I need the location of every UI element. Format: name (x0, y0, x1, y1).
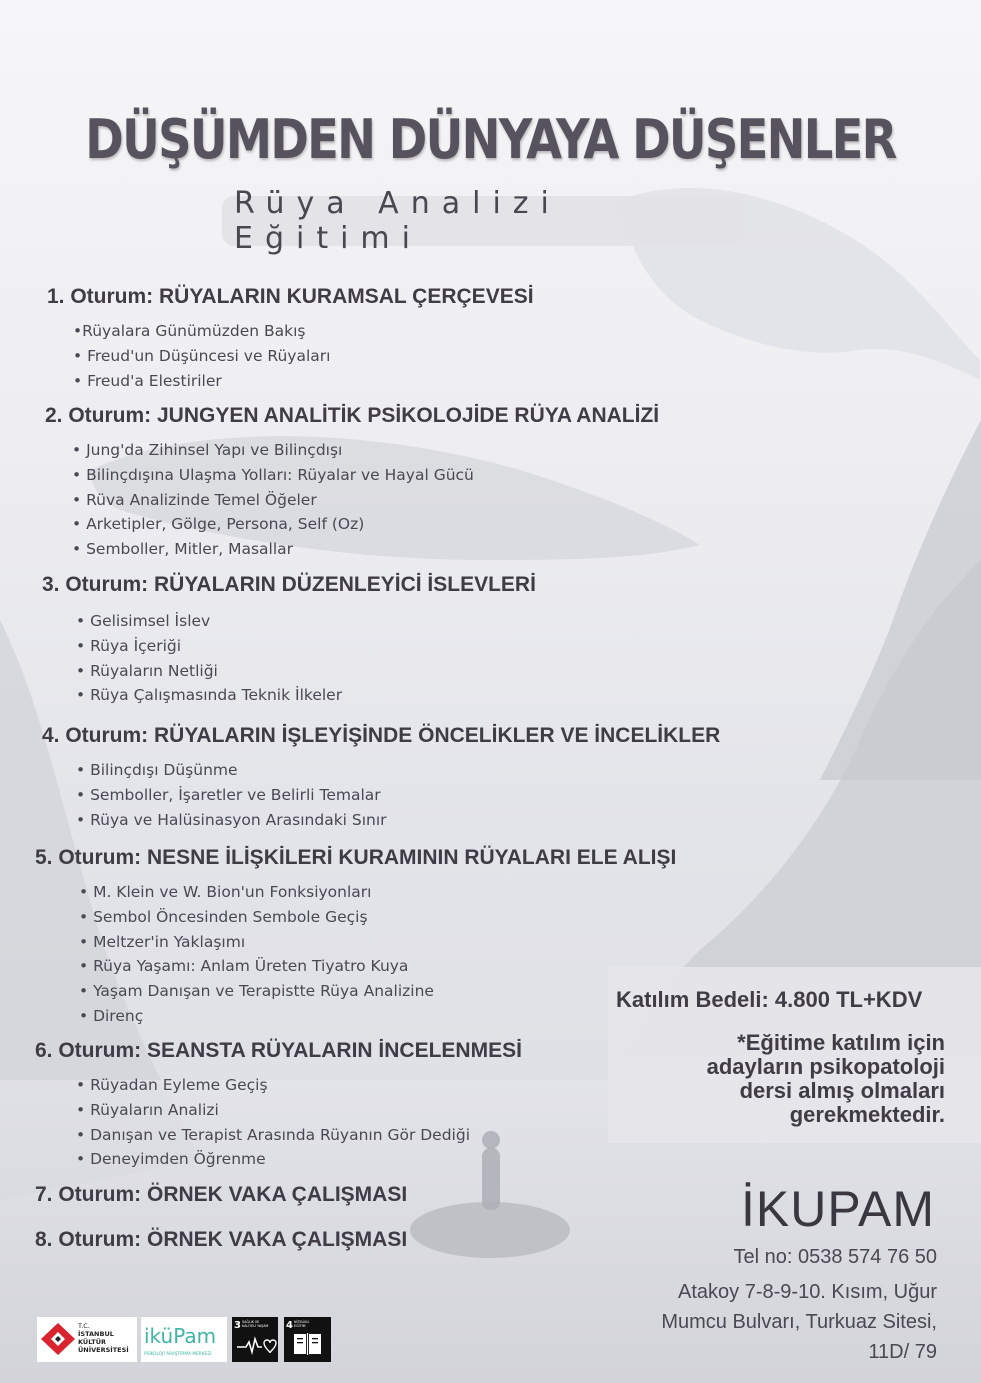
iku-emblem-icon (37, 1317, 137, 1362)
list-item: • Rüya İçeriği (76, 636, 182, 655)
session-items (72, 438, 659, 562)
session-title: 6. Oturum: SEANSTA RÜYALARIN İNCELENMESİ (35, 1039, 522, 1062)
list-item: • Gelisimsel İslev (76, 612, 211, 630)
session-items (76, 609, 536, 708)
session-1 (47, 285, 534, 393)
book-icon (284, 1317, 331, 1362)
list-item: • Freud'a Elestiriler (73, 371, 222, 390)
iku-logo-text: T.C. (78, 1322, 90, 1330)
iku-logo-text: İSTANBUL (78, 1330, 114, 1338)
list-item: • Jung'da Zihinsel Yapı ve Bilinçdışı (72, 441, 343, 459)
session-title: 5. Oturum: NESNE İLİŞKİLERİ KURAMININ RÜYALARI ELE ALIŞI (35, 846, 677, 869)
iku-logo (37, 1317, 137, 1362)
fee-note-line: dersi almış olmaları (739, 1078, 945, 1103)
phone-number: Tel no: 0538 574 76 50 (733, 1246, 937, 1268)
iku-logo-text: KÜLTÜR (78, 1338, 106, 1346)
fee-panel (608, 967, 981, 1143)
address-line: Mumcu Bulvarı, Turkuaz Sitesi, (661, 1311, 937, 1333)
sdg4-text: NİTELİKLİ (294, 1320, 310, 1324)
list-item: •Rüyalara Günümüzden Bakış (73, 322, 306, 340)
list-item: • Semboller, İşaretler ve Belirli Temalar (76, 785, 381, 804)
sdg4-text: EĞİTİM (294, 1324, 306, 1328)
list-item: • Rüya Çalışmasında Teknik İlkeler (76, 686, 343, 705)
subtitle-text: Rüya Analizi Eğitimi (234, 186, 561, 256)
fee-note (615, 1031, 945, 1127)
brand-name: İKUPAM (741, 1181, 935, 1237)
address-line: Atakoy 7-8-9-10. Kısım, Uğur (678, 1281, 937, 1303)
list-item: • Arketipler, Gölge, Persona, Self (Oz) (72, 515, 365, 534)
session-6 (35, 1039, 522, 1172)
list-item: • Meltzer'in Yaklaşımı (79, 932, 246, 951)
session-items (73, 319, 534, 393)
list-item: • Semboller, Mitler, Masallar (72, 540, 293, 559)
list-item: • Bilinçdışı Düşünme (76, 761, 238, 779)
list-item: • Rüya ve Halüsinasyon Arasındaki Sınır (76, 810, 387, 829)
ikupam-logo-tagline: PSİKOLOJİ ARAŞTIRMA MERKEZİ (144, 1352, 212, 1357)
session-8 (35, 1228, 407, 1252)
session-items (79, 880, 676, 1029)
session-4 (42, 724, 720, 832)
list-item: • Rüyadan Eyleme Geçiş (76, 1076, 268, 1094)
session-title: 4. Oturum: RÜYALARIN İŞLEYİŞİNDE ÖNCELİKLER VE İNCELİKLER (42, 724, 721, 747)
address (617, 1277, 937, 1367)
list-item: • Rüya Yaşamı: Anlam Üreten Tiyatro Kuya (79, 957, 409, 976)
iku-logo-text: ÜNİVERSİTESİ (78, 1346, 129, 1354)
list-item: • M. Klein ve W. Bion'un Fonksiyonları (79, 883, 372, 901)
sdg3-text: SAĞLIK VE (242, 1320, 260, 1324)
list-item: • Rüva Analizinde Temel Öğeler (72, 490, 317, 509)
sdg3-number: 3 (234, 1320, 241, 1331)
subtitle-banner (222, 186, 744, 256)
session-5 (35, 846, 676, 1029)
session-title: 1. Oturum: RÜYALARIN KURAMSAL ÇERÇEVESİ (47, 285, 534, 308)
session-7 (35, 1183, 407, 1207)
ikupam-emblem-icon (141, 1317, 227, 1362)
main-title: DÜŞÜMDEN DÜNYAYA DÜŞENLER (85, 108, 896, 171)
fee-note-line: *Eğitime katılım için (737, 1030, 945, 1055)
list-item: • Bilinçdışına Ulaşma Yolları: Rüyalar ve Hayal Gücü (72, 465, 474, 484)
session-title: 2. Oturum: JUNGYEN ANALİTİK PSİKOLOJİDE RÜYA ANALİZİ (45, 404, 660, 427)
sdg3-logo (232, 1317, 278, 1362)
ikupam-logo (141, 1317, 227, 1362)
sdg4-logo (284, 1317, 331, 1362)
session-items (76, 1073, 522, 1172)
heartbeat-icon (232, 1317, 278, 1362)
session-3 (42, 573, 536, 708)
list-item: • Danışan ve Terapist Arasında Rüyanın Gör Dediği (76, 1125, 471, 1144)
list-item: • Rüyaların Netliği (76, 661, 218, 680)
list-item: • Deneyimden Öğrenme (76, 1150, 266, 1169)
ikupam-logo-text: iküPam (144, 1324, 217, 1348)
fee-title: Katılım Bedeli: 4.800 TL+KDV (616, 987, 923, 1012)
list-item: • Yaşam Danışan ve Terapistte Rüya Analizine (79, 982, 434, 1001)
fee-note-line: gerekmektedir. (789, 1102, 945, 1127)
list-item: • Freud'un Düşüncesi ve Rüyaları (73, 346, 331, 365)
list-item: • Sembol Öncesinden Sembole Geçiş (79, 907, 368, 926)
fee-note-line: adayların psikopatoloji (706, 1054, 945, 1079)
session-items (76, 758, 720, 832)
session-title: 8. Oturum: ÖRNEK VAKA ÇALIŞMASI (35, 1228, 408, 1251)
list-item: • Rüyaların Analizi (76, 1100, 219, 1119)
session-title: 3. Oturum: RÜYALARIN DÜZENLEYİCİ İSLEVLERİ (42, 573, 536, 596)
sdg3-text: KALİTELİ YAŞAM (242, 1324, 269, 1328)
address-line: 11D/ 79 (868, 1341, 937, 1363)
list-item: • Direnç (79, 1006, 144, 1025)
sdg4-number: 4 (286, 1320, 293, 1331)
session-title: 7. Oturum: ÖRNEK VAKA ÇALIŞMASI (35, 1183, 408, 1206)
session-2 (45, 404, 659, 562)
